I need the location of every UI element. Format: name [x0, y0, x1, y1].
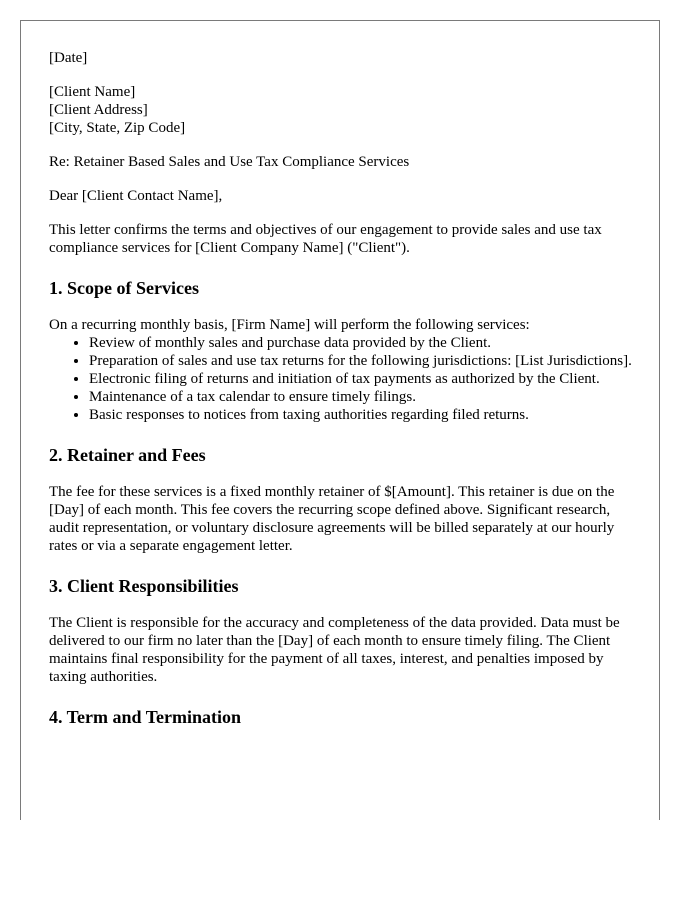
section-body: The Client is responsible for the accuracy and completeness of the data provided. Data must be delivered to our firm no later than the [Day] of each month to ensure timely filing. The Client maintains final responsibility for the payment of all taxes, interest, and penalties imposed by taxing authorities.	[49, 615, 620, 685]
recipient-address	[49, 83, 639, 137]
list-item: • Electronic filing of returns and initiation of tax payments as authorized by the Client.	[89, 370, 639, 388]
section-heading: 3. Client Responsibilities	[49, 576, 239, 596]
section-client-responsibilities	[49, 575, 639, 686]
letter-content	[49, 49, 639, 748]
letter-date: [Date]	[49, 50, 88, 66]
subject-line: Re: Retainer Based Sales and Use Tax Compliance Services	[49, 154, 410, 170]
client-name: [Client Name]	[49, 84, 136, 100]
list-item: • Preparation of sales and use tax returns for the following jurisdictions: [List Jurisdictions].	[89, 352, 639, 370]
section-scope-of-services	[49, 277, 639, 424]
list-item: • Review of monthly sales and purchase data provided by the Client.	[89, 334, 639, 352]
list-item: • Basic responses to notices from taxing authorities regarding filed returns.	[89, 406, 639, 424]
client-address: [Client Address]	[49, 102, 148, 118]
services-list	[49, 334, 639, 424]
section-heading: 1. Scope of Services	[49, 278, 199, 298]
section-lead: On a recurring monthly basis, [Firm Name] will perform the following services:	[49, 317, 530, 333]
section-body: The fee for these services is a fixed monthly retainer of $[Amount]. This retainer is due on the [Day] of each month. This fee covers the recurring scope defined above. Significant research, audit representation, or voluntary disclosure agreements will be billed separately at our hourly rates or via a separate engagement letter.	[49, 484, 615, 554]
section-term-and-termination	[49, 706, 639, 728]
letter-page	[20, 20, 660, 820]
intro-paragraph: This letter confirms the terms and objectives of our engagement to provide sales and use tax compliance services for [Client Company Name] ("Client").	[49, 222, 602, 256]
salutation: Dear [Client Contact Name],	[49, 188, 223, 204]
section-retainer-and-fees	[49, 444, 639, 555]
section-heading: 2. Retainer and Fees	[49, 445, 206, 465]
client-city-state-zip: [City, State, Zip Code]	[49, 120, 186, 136]
list-item: • Maintenance of a tax calendar to ensure timely filings.	[89, 388, 639, 406]
section-heading: 4. Term and Termination	[49, 707, 242, 727]
